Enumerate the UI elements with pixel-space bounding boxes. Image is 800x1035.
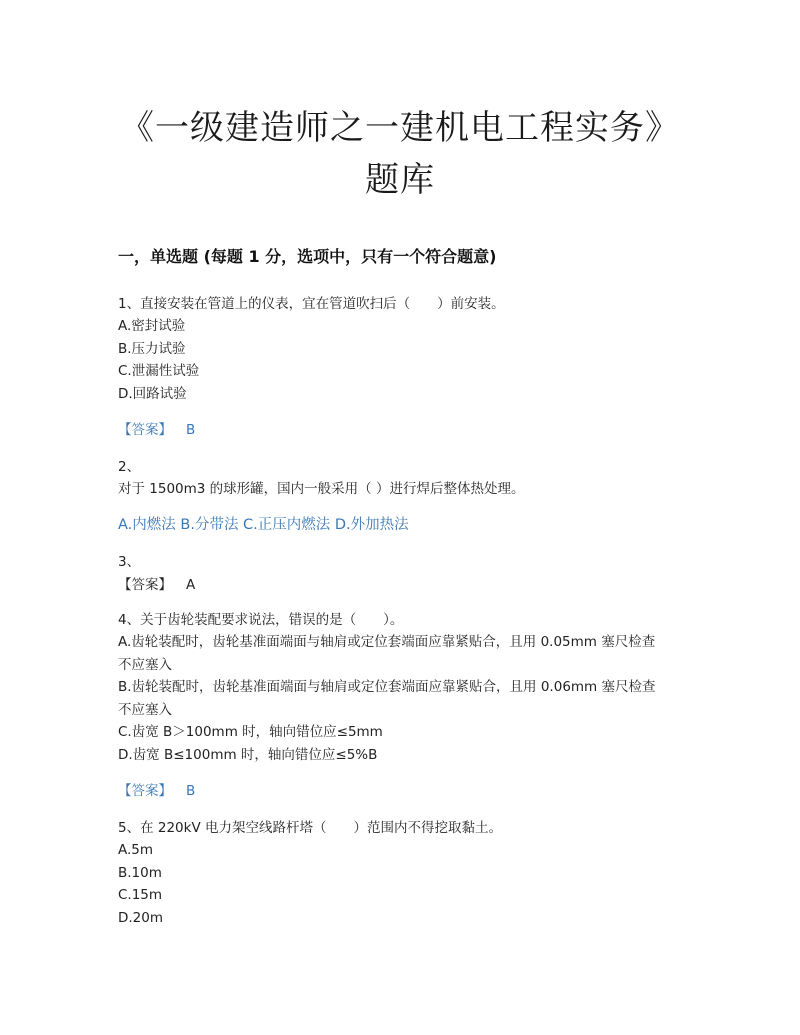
question-4-option-a-cont: 不应塞入: [118, 657, 172, 673]
document-subtitle: 题库: [365, 160, 435, 200]
question-4-option-c: C.齿宽 B＞100mm 时，轴向错位应≤5mm: [118, 724, 383, 740]
question-2-number: 2、: [118, 459, 141, 475]
answer-tag: 【答案】: [118, 577, 172, 593]
question-5-option-c: C.15m: [118, 887, 163, 903]
answer-tag: 【答案】: [118, 422, 172, 438]
question-5-option-a: A.5m: [118, 842, 154, 858]
answer-value: A: [186, 577, 196, 593]
question-5-stem: 5、在 220kV 电力架空线路杆塔（ ）范围内不得挖取黏土。: [118, 820, 502, 836]
question-1-option-c: C.泄漏性试验: [118, 363, 200, 379]
document-title: 《一级建造师之一建机电工程实务》: [120, 108, 680, 148]
question-1-option-a: A.密封试验: [118, 318, 186, 334]
question-4-stem: 4、关于齿轮装配要求说法，错误的是（ ）。: [118, 612, 404, 628]
question-4-answer: [118, 781, 195, 801]
question-3-number: 3、: [118, 554, 141, 570]
question-4-option-a: A.齿轮装配时，齿轮基准面端面与轴肩或定位套端面应靠紧贴合，且用 0.05mm 塞尺检查: [118, 634, 656, 650]
question-5-option-b: B.10m: [118, 865, 162, 881]
question-4-option-b: B.齿轮装配时，齿轮基准面端面与轴肩或定位套端面应靠紧贴合，且用 0.06mm 塞尺检查: [118, 679, 656, 695]
question-2-options: A.内燃法 B.分带法 C.正压内燃法 D.外加热法: [118, 517, 409, 533]
question-1-stem: 1、直接安装在管道上的仪表，宜在管道吹扫后（ ）前安装。: [118, 296, 505, 312]
question-1-answer: [118, 420, 195, 440]
section-heading: 一，单选题 (每题 1 分，选项中，只有一个符合题意): [118, 247, 497, 266]
question-5-option-d: D.20m: [118, 910, 164, 926]
question-1-option-d: D.回路试验: [118, 386, 187, 402]
question-4-option-d: D.齿宽 B≤100mm 时，轴向错位应≤5%B: [118, 747, 378, 763]
question-3-answer: [118, 575, 195, 595]
question-2-stem: 对于 1500m3 的球形罐，国内一般采用（ ）进行焊后整体热处理。: [118, 481, 525, 497]
answer-value: B: [186, 783, 196, 799]
question-4-option-b-cont: 不应塞入: [118, 702, 172, 718]
answer-tag: 【答案】: [118, 783, 172, 799]
question-1-option-b: B.压力试验: [118, 341, 186, 357]
answer-value: B: [186, 422, 196, 438]
